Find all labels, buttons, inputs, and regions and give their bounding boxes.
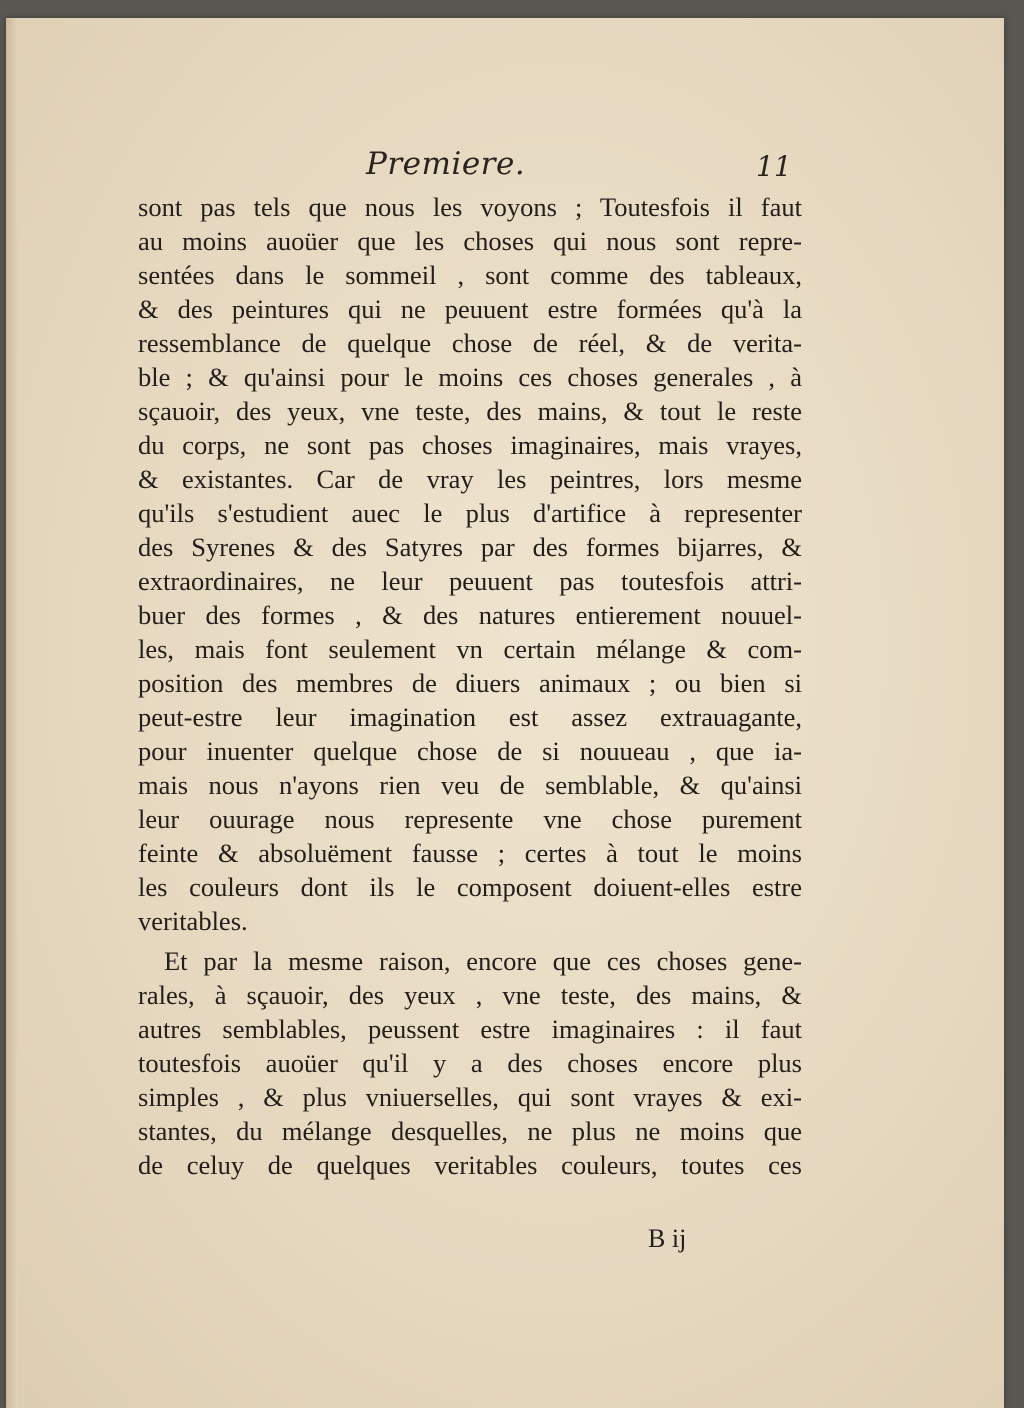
text-line: simples , & plus vniuerselles, qui sont vrayes & exi- bbox=[138, 1082, 802, 1112]
text-line: veritables. bbox=[138, 906, 248, 936]
body-text bbox=[138, 190, 802, 1182]
text-line: sçauoir, des yeux, vne teste, des mains, & tout le reste bbox=[138, 396, 802, 426]
text-line: les, mais font seulement vn certain mélange & com- bbox=[138, 634, 802, 664]
paragraph-2 bbox=[138, 944, 802, 1182]
text-line: mais nous n'ayons rien veu de semblable, & qu'ainsi bbox=[138, 770, 802, 800]
text-line: sentées dans le sommeil , sont comme des tableaux, bbox=[138, 260, 802, 290]
text-line: des Syrenes & des Satyres par des formes bijarres, & bbox=[138, 532, 802, 562]
text-line: buer des formes , & des natures entierement nouuel- bbox=[138, 600, 802, 630]
paragraph-1 bbox=[138, 190, 802, 938]
text-line: sont pas tels que nous les voyons ; Toutesfois il faut bbox=[138, 192, 802, 222]
text-line: de celuy de quelques veritables couleurs, toutes ces bbox=[138, 1150, 802, 1180]
text-line: extraordinaires, ne leur peuuent pas toutesfois attri- bbox=[138, 566, 802, 596]
text-line: feinte & absoluëment fausse ; certes à tout le moins bbox=[138, 838, 802, 868]
text-line: les couleurs dont ils le composent doiuent-elles estre bbox=[138, 872, 802, 902]
text-line: autres semblables, peussent estre imaginaires : il faut bbox=[138, 1014, 802, 1044]
page-number: 11 bbox=[756, 150, 792, 183]
text-line: position des membres de diuers animaux ; ou bien si bbox=[138, 668, 802, 698]
page-header bbox=[6, 146, 1004, 196]
book-page bbox=[6, 18, 1004, 1408]
text-line: leur ouurage nous represente vne chose purement bbox=[138, 804, 802, 834]
text-line: qu'ils s'estudient auec le plus d'artifice à representer bbox=[138, 498, 802, 528]
text-line: ressemblance de quelque chose de réel, & de verita- bbox=[138, 328, 802, 358]
text-line: du corps, ne sont pas choses imaginaires, mais vrayes, bbox=[138, 430, 802, 460]
signature-mark: B ij bbox=[648, 1224, 687, 1253]
page-gutter bbox=[6, 18, 18, 1408]
text-line: peut-estre leur imagination est assez extrauagante, bbox=[138, 702, 802, 732]
text-line: Et par la mesme raison, encore que ces choses gene- bbox=[164, 946, 802, 976]
text-line: ble ; & qu'ainsi pour le moins ces choses generales , à bbox=[138, 362, 802, 392]
text-line: toutesfois auoüer qu'il y a des choses encore plus bbox=[138, 1048, 802, 1078]
text-line: & existantes. Car de vray les peintres, lors mesme bbox=[138, 464, 802, 494]
running-head: Premiere. bbox=[366, 146, 526, 182]
text-line: pour inuenter quelque chose de si nouueau , que ia- bbox=[138, 736, 802, 766]
text-line: & des peintures qui ne peuuent estre formées qu'à la bbox=[138, 294, 802, 324]
text-line: rales, à sçauoir, des yeux , vne teste, des mains, & bbox=[138, 980, 802, 1010]
text-line: stantes, du mélange desquelles, ne plus ne moins que bbox=[138, 1116, 802, 1146]
text-line: au moins auoüer que les choses qui nous sont repre- bbox=[138, 226, 802, 256]
